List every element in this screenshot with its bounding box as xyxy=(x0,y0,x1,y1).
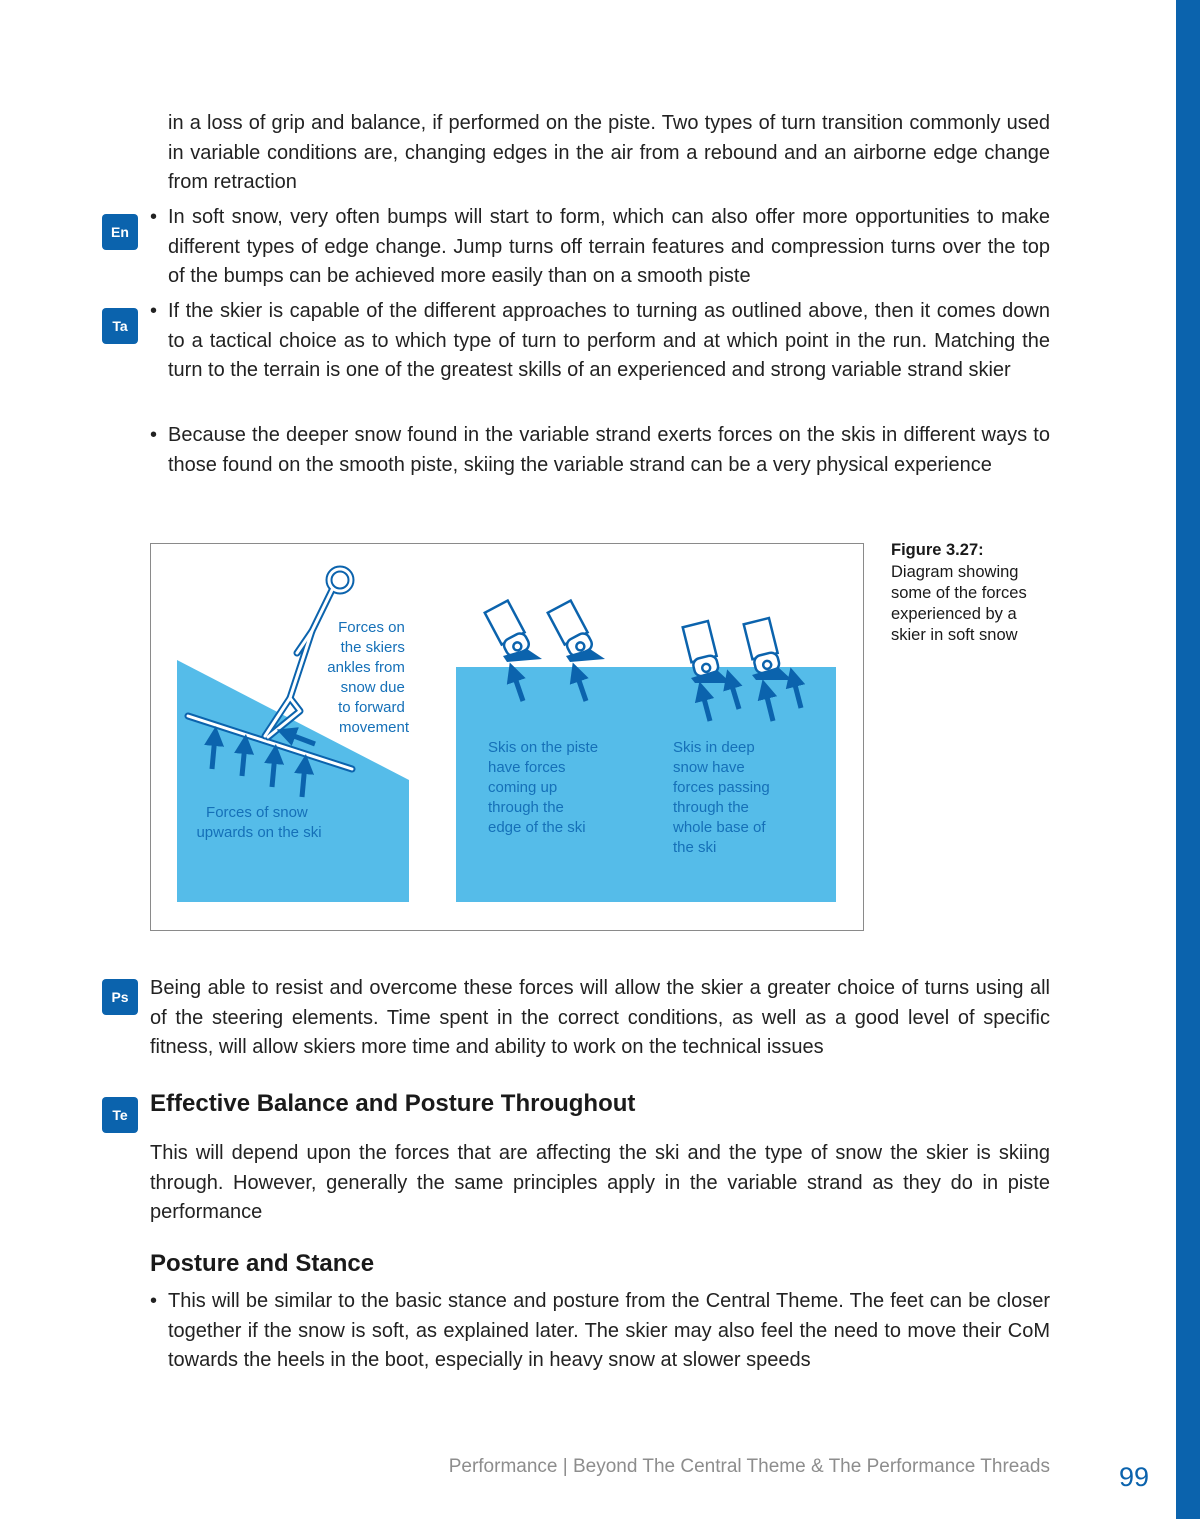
section-paragraph: This will depend upon the forces that are affecting the ski and the type of snow the skier is skiing through. However, generally the same principles apply in the variable strand as they do in piste performance xyxy=(150,1142,1050,1223)
subsection-heading: Posture and Stance xyxy=(150,1250,375,1277)
paragraph-resist-forces: Being able to resist and overcome these forces will allow the skier a greater choice of turns using all of the steering elements. Time spent in the correct conditions, as well as a good level of specific fitness, will allow skiers more time and ability to work on the technical issues xyxy=(150,977,1050,1058)
bullet-physical: Because the deeper snow found in the variable strand exerts forces on the skis in different ways to those found on the smooth piste, skiing the variable strand can be a very physical experience xyxy=(168,424,1050,476)
bullet-bumps: In soft snow, very often bumps will start to form, which can also offer more opportunities to make different types of edge change. Jump turns off terrain features and compression turns over the top of the bumps can be achieved more easily than on a smooth piste xyxy=(168,206,1050,287)
bullet-dot: • xyxy=(150,424,158,446)
page-edge-bar xyxy=(1176,0,1200,1519)
page-number: 99 xyxy=(1118,1462,1150,1492)
strand-tag-en: En xyxy=(102,214,138,250)
label-snow-upwards: Forces of snow upwards on the ski xyxy=(196,804,322,841)
label-ankle-forces: Forces on the skiers ankles from snow due to forward movement xyxy=(327,619,409,736)
continued-paragraph: in a loss of grip and balance, if performed on the piste. Two types of turn transition commonly used in variable conditions are, changing edges in the air from a rebound and an airborne edge change from retraction xyxy=(168,112,1050,193)
label-deep-snow: Skis in deep snow have forces passing through the whole base of the ski xyxy=(673,739,770,856)
running-footer: Performance | Beyond The Central Theme & The Performance Threads xyxy=(448,1456,1050,1477)
figure-number: Figure 3.27: xyxy=(891,541,984,559)
strand-tag-ps: Ps xyxy=(102,979,138,1015)
strand-tag-te: Te xyxy=(102,1097,138,1133)
forces-diagram xyxy=(150,543,864,931)
bullet-dot: • xyxy=(150,1290,158,1312)
section-heading: Effective Balance and Posture Throughout xyxy=(150,1090,636,1117)
piste-boots xyxy=(485,601,595,659)
bullet-stance: This will be similar to the basic stance and posture from the Central Theme. The feet can be closer together if the snow is soft, as explained later. The skier may also feel the need to move their CoM towards the heels in the boot, especially in heavy snow at slower speeds xyxy=(168,1290,1050,1371)
label-piste: Skis on the piste have forces coming up through the edge of the ski xyxy=(488,739,599,836)
bullet-dot: • xyxy=(150,206,158,228)
bullet-tactical-choice: If the skier is capable of the different approaches to turning as outlined above, then it comes down to a tactical choice as to which type of turn to perform and at which point in the run. Matching the turn to the terrain is one of the greatest skills of an experienced and strong variable strand skier xyxy=(168,300,1050,381)
bullet-dot: • xyxy=(150,300,158,322)
figure-caption: Diagram showing some of the forces experienced by a skier in soft snow xyxy=(891,563,1027,644)
strand-tag-ta: Ta xyxy=(102,308,138,344)
